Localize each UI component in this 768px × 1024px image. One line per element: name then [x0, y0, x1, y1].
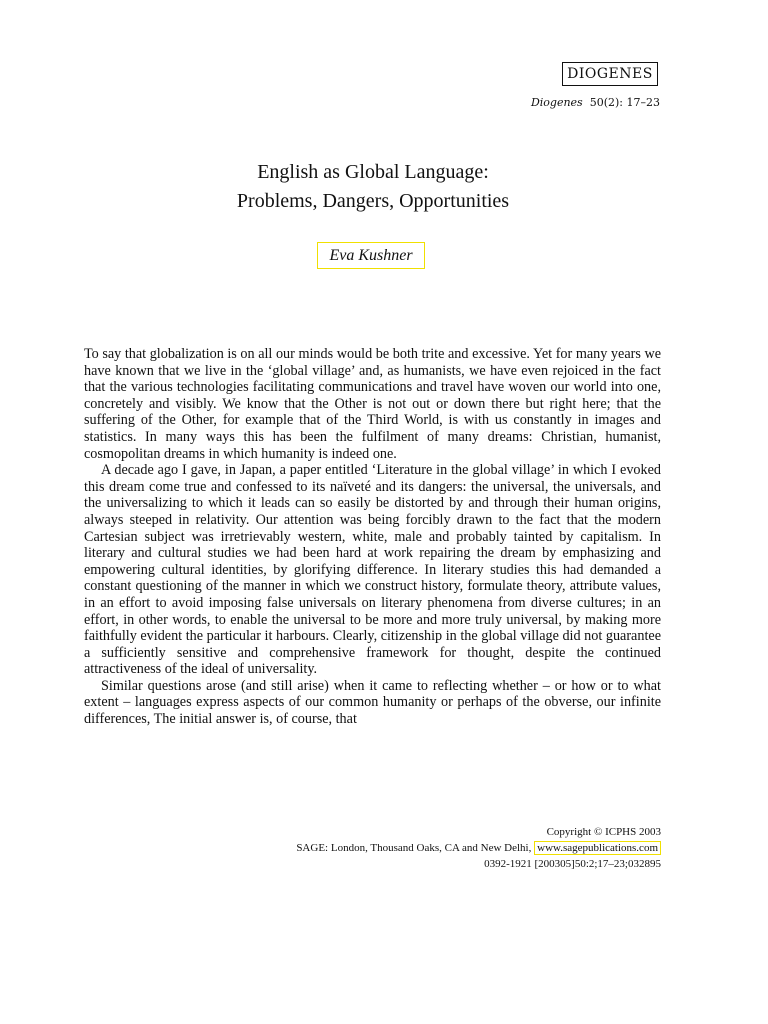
publisher-url-link[interactable]: www.sagepublications.com [534, 841, 661, 855]
doi-line: 0392-1921 [200305]50:2;17–23;032895 [484, 858, 661, 870]
copyright-footer [296, 824, 661, 872]
paragraph-3: Similar questions arose (and still arise) when it came to reflecting whether – or how or to what extent – languages express aspects of our common humanity or perhaps of the obverse, our infinite differences, The initial answer is, of course, that [84, 677, 661, 728]
publisher-text: SAGE: London, Thousand Oaks, CA and New Delhi, [296, 842, 532, 854]
publisher-line [296, 840, 661, 856]
title-line-2: Problems, Dangers, Opportunities [236, 190, 510, 212]
title-line-1: English as Global Language: [257, 161, 489, 183]
author-name[interactable]: Eva Kushner [317, 242, 425, 269]
citation-reference: 50(2): 17–23 [589, 96, 660, 109]
copyright-line: Copyright © ICPHS 2003 [546, 826, 661, 838]
paragraph-1: To say that globalization is on all our minds would be both trite and excessive. Yet for many years we have known that we live in the ‘global village’ and, as humanists, we have even rejoiced in the fact that the various technologies facilitating communications and travel have woven our world into one, concretely and visibly. We know that the Other is not out or down there but right here; that the suffering of the Other, for example that of the Third World, is with us constantly in images and statistics. In many ways this has been the fulfilment of many dreams: Christian, humanist, cosmopolitan dreams in which humanity is indeed one. [84, 346, 661, 462]
paragraph-2: A decade ago I gave, in Japan, a paper entitled ‘Literature in the global village’ in which I evoked this dream come true and confessed to its naïveté and its dangers: the universal, the universals, and the universalizing to which it leads can so easily be distorted by and through their human origins, always steeped in relativity. Our attention was being forcibly drawn to the fact that the modern Cartesian subject was irretrievably western, white, male and probably tainted by capitalism. In literary and cultural studies we had been hard at work repairing the dream by emphasizing and empowering cultural identities, by glorifying difference. In literary studies this had demanded a constant questioning of the manner in which we construct history, formulate theory, attribute values, in an effort to avoid imposing false universals on literary phenomena from diverse cultures; in an effort, in other words, to enable the universal to be more and more truly universal, by making more faithfully evident the particular it harbours. Clearly, citizenship in the global village did not guarantee a sufficiently sensitive and comprehensive framework for thought, despite the continued attractiveness of the ideal of universality. [84, 462, 661, 678]
article-body [84, 346, 661, 728]
citation-line [531, 96, 660, 109]
article-title [0, 158, 746, 216]
journal-name-box: DIOGENES [562, 62, 658, 86]
citation-journal: Diogenes [530, 96, 583, 109]
